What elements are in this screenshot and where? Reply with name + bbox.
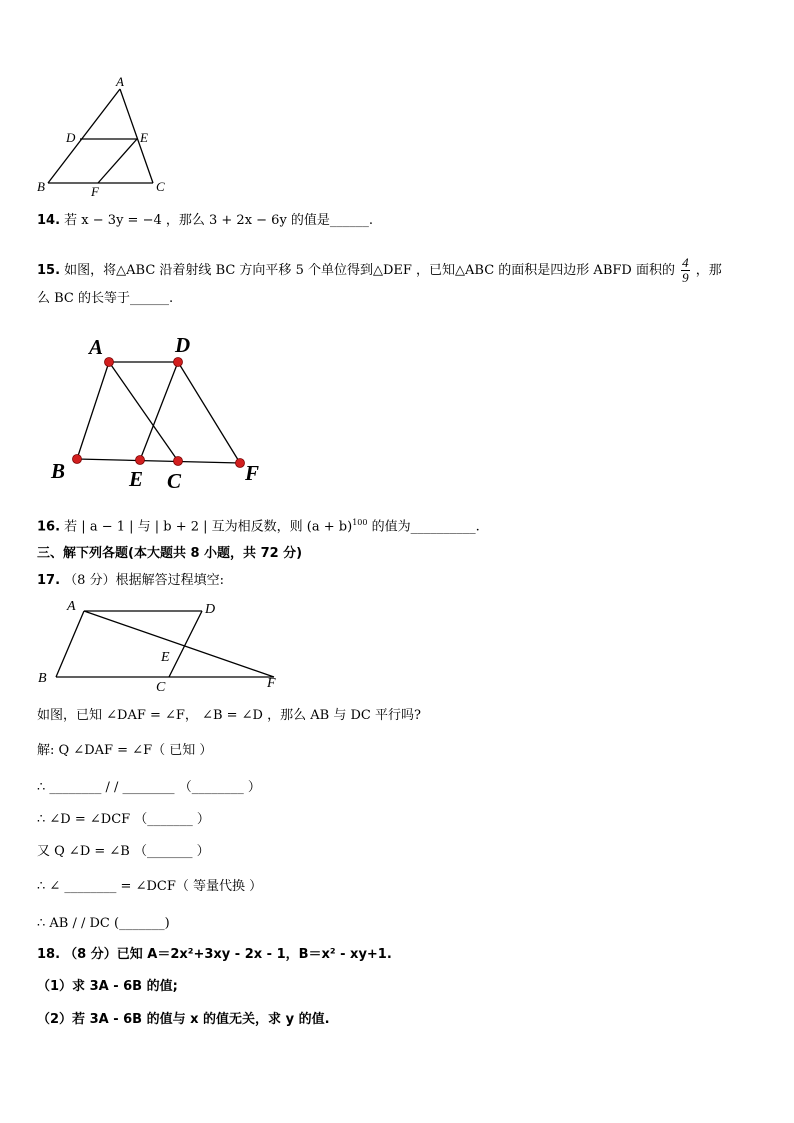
- label-C: C: [156, 680, 166, 695]
- section-heading: 三、解下列各题(本大题共 8 小题，共 72 分): [37, 546, 303, 561]
- label-B: B: [38, 671, 47, 686]
- triangle-figure-13: [30, 72, 180, 202]
- label-B: B: [51, 459, 66, 483]
- fraction-denominator: 9: [682, 270, 689, 285]
- question-text: 么 BC 的长等于______.: [37, 291, 174, 306]
- q18-part-2: （2）若 3A - 6B 的值与 x 的值无关，求 y 的值.: [37, 1012, 330, 1027]
- label-C: C: [156, 179, 165, 194]
- label-A: A: [116, 74, 124, 89]
- label-E: E: [129, 467, 144, 491]
- translation-figure-15: [40, 330, 280, 495]
- question-15-line1: [37, 256, 722, 285]
- label-F: F: [267, 676, 276, 691]
- question-number: 14.: [37, 213, 61, 228]
- exponent: 100: [352, 518, 368, 527]
- label-A: A: [89, 335, 104, 359]
- label-E: E: [140, 130, 148, 145]
- fraction-numerator: 4: [682, 255, 689, 270]
- question-18: [37, 946, 392, 964]
- question-number: 16.: [37, 519, 61, 535]
- question-text-tail: 的值为__________.: [367, 519, 480, 535]
- q17-step-2: ∴ ________ / / ________ （________ ）: [37, 780, 261, 795]
- label-F: F: [91, 184, 99, 199]
- label-B: B: [37, 179, 45, 194]
- label-D: D: [66, 130, 76, 145]
- label-C: C: [167, 469, 182, 493]
- label-A: A: [67, 599, 76, 614]
- q18-part-1: （1）求 3A - 6B 的值;: [37, 979, 178, 994]
- q17-step-1: 解: Q ∠DAF = ∠F（ 已知 ）: [37, 743, 213, 758]
- question-number: 18.: [37, 947, 61, 962]
- q17-step-5: ∴ ∠ ________ = ∠DCF（ 等量代换 ）: [37, 879, 263, 894]
- label-E: E: [161, 650, 170, 665]
- question-text: （8 分）已知 A＝2x²+3xy - 2x - 1，B＝x² - xy+1.: [64, 947, 392, 962]
- question-number: 17.: [37, 573, 61, 588]
- question-15-line2: [37, 290, 173, 308]
- label-F: F: [245, 461, 260, 485]
- q17-step-3: ∴ ∠D = ∠DCF （_______ ）: [37, 812, 210, 827]
- question-text: 若 x − 3y = −4 ，那么 3 + 2x − 6y 的值是______.: [64, 213, 374, 228]
- question-17: [37, 572, 224, 590]
- question-number: 15.: [37, 263, 61, 278]
- question-16: [37, 514, 480, 536]
- q17-step-4: 又 Q ∠D = ∠B （_______ ）: [37, 844, 210, 859]
- question-text: 如图，将△ABC 沿着射线 BC 方向平移 5 个单位得到△DEF ，已知△ABC 的面积是四边形 ABFD 面积的: [64, 263, 675, 278]
- question-text: 若 | a − 1 | 与 | b + 2 | 互为相反数，则 (a + b): [64, 519, 353, 535]
- parallelogram-figure-17: [34, 595, 294, 697]
- fraction: [681, 256, 690, 285]
- question-14: [37, 212, 373, 230]
- question-text-tail: ，那: [695, 263, 722, 278]
- label-D: D: [205, 602, 216, 617]
- q17-step-6: ∴ AB / / DC (_______): [37, 916, 170, 931]
- question-text: （8 分）根据解答过程填空:: [64, 573, 224, 588]
- label-D: D: [175, 333, 191, 357]
- q17-prompt: 如图，已知 ∠DAF = ∠F， ∠B = ∠D ，那么 AB 与 DC 平行吗?: [37, 708, 421, 723]
